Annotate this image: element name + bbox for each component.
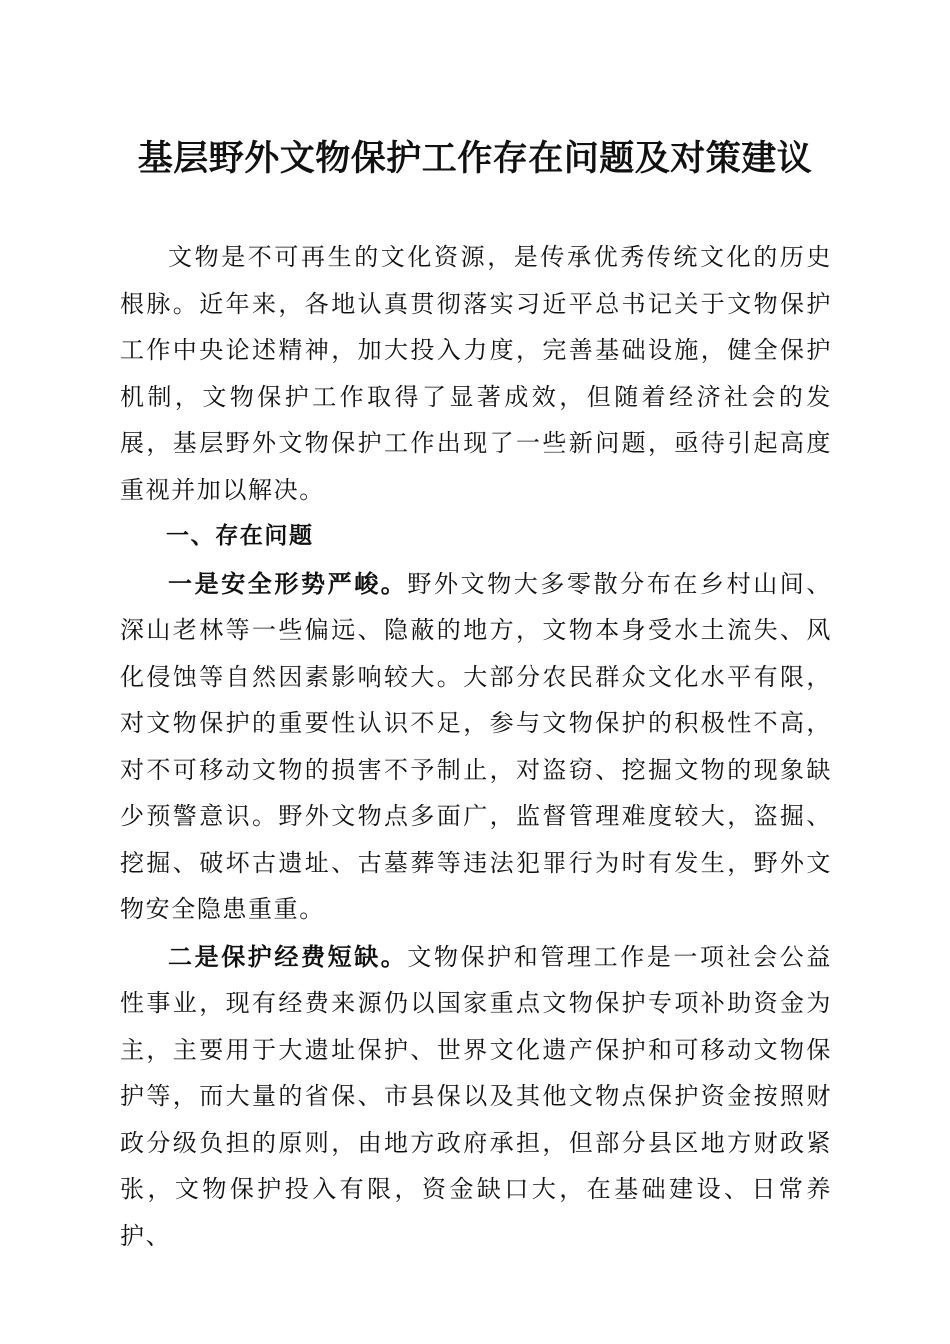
- document-title: 基层野外文物保护工作存在问题及对策建议: [137, 138, 813, 179]
- problem-paragraph-1: [120, 561, 832, 933]
- problem-1-text: 野外文物大多零散分布在乡村山间、深山老林等一些偏远、隐蔽的地方，文物本身受水土流失、风化侵蚀等自然因素影响较大。大部分农民群众文化水平有限，对文物保护的重要性认识不足，参与文物保护的积极性不高，对不可移动文物的损害不予制止，对盗窃、挖掘文物的现象缺少预警意识。野外文物点多面广，监督管理难度较大，盗掘、挖掘、破坏古遗址、古墓葬等违法犯罪行为时有发生，野外文物安全隐患重重。: [120, 569, 832, 923]
- document-body: [120, 234, 832, 1259]
- problem-2-text: 文物保护和管理工作是一项社会公益性事业，现有经费来源仍以国家重点文物保护专项补助资金为主，主要用于大遗址保护、世界文化遗产保护和可移动文物保护等，而大量的省保、市县保以及其他文物点保护资金按照财政分级负担的原则，由地方政府承担，但部分县区地方财政紧张，文物保护投入有限，资金缺口大，在基础建设、日常养护、: [120, 942, 832, 1250]
- problem-paragraph-2: [120, 934, 832, 1260]
- problem-2-lead: 二是保护经费短缺。: [168, 941, 408, 971]
- intro-paragraph: 文物是不可再生的文化资源，是传承优秀传统文化的历史根脉。近年来，各地认真贯彻落实习近平总书记关于文物保护工作中央论述精神，加大投入力度，完善基础设施，健全保护机制，文物保护工作取得了显著成效，但随着经济社会的发展，基层野外文物保护工作出现了一些新问题，亟待引起高度重视并加以解决。: [120, 243, 832, 504]
- section-heading-problems: 一、存在问题: [166, 523, 314, 549]
- problem-1-lead: 一是安全形势严峻。: [168, 568, 408, 598]
